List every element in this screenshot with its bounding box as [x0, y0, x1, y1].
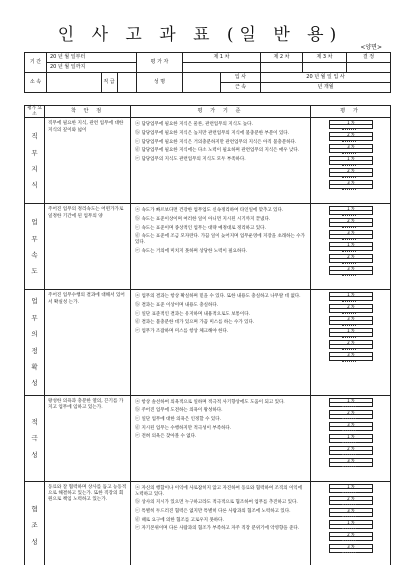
form-subtitle: <양면> [360, 44, 382, 51]
dept-cell [47, 73, 137, 93]
score-box[interactable] [329, 398, 373, 407]
score-box-label: 1 차 [330, 243, 372, 247]
period-label: 기 간 [25, 53, 47, 73]
criteria-item: ⓔ 속도는 거의에 미치지 못하며 상당한 노력이 필요하다. [135, 247, 248, 254]
factor-label-char: 성 [31, 379, 38, 388]
score-box-input[interactable] [330, 297, 372, 302]
score-box[interactable] [329, 168, 373, 177]
score-box[interactable] [329, 520, 373, 529]
evaluator-label: 평 가 자 [137, 53, 183, 73]
score-box-label: 2 차 [330, 169, 372, 173]
score-header: 평 가 [311, 106, 391, 118]
score-box-label: 3 차 [330, 267, 372, 271]
criteria-item: ⓒ 일단 표준적인 결과는 유지하며 내용적으로도 보통이다. [135, 310, 251, 317]
criteria-item: ⓔ 담당업무의 지식도 관련업무의 지식도 모두 부족하다. [135, 155, 246, 162]
factor-label-char: 업 [31, 297, 38, 306]
score-box-input[interactable] [330, 137, 372, 142]
score-line [342, 406, 356, 407]
score-box-label: 1 차 [330, 207, 372, 211]
score-box-input[interactable] [330, 463, 372, 468]
evaluation-row [25, 290, 391, 395]
criteria-item: ⓐ 담당업무에 필요한 지식은 물론, 관련업무의 지식도 높다. [135, 121, 253, 128]
criteria-list [131, 204, 311, 290]
score-box-input[interactable] [330, 489, 372, 494]
round-1: 제 1 차 [183, 53, 261, 63]
score-cell [311, 481, 391, 565]
score-box-input[interactable] [330, 439, 372, 444]
score-box-input[interactable] [330, 271, 372, 276]
score-box-label: 2 차 [330, 255, 372, 259]
score-line [342, 516, 356, 517]
criteria-item: ⓒ 일단 업무에 대한 의욕은 인정할 수 있다. [135, 415, 222, 422]
name-label: 성 명 [137, 73, 183, 93]
form-title: 인 사 고 과 표 (일 반 용) [57, 25, 343, 45]
score-box[interactable] [329, 410, 373, 419]
score-box-input[interactable] [330, 549, 372, 554]
score-box-label: 2 차 [330, 341, 372, 345]
score-box-input[interactable] [330, 173, 372, 178]
score-box-input[interactable] [330, 223, 372, 228]
round-3: 제 3 차 [303, 53, 347, 63]
score-box-label: 1 차 [330, 293, 372, 297]
score-box[interactable] [329, 144, 373, 153]
score-box-label: 3 차 [330, 509, 372, 513]
confirm-label: 결 정 [347, 53, 391, 63]
score-box-input[interactable] [330, 161, 372, 166]
score-box-input[interactable] [330, 125, 372, 130]
score-box-label: 3 차 [330, 317, 372, 321]
score-box-input[interactable] [330, 537, 372, 542]
factor-label-char: 무 [31, 313, 38, 322]
factor-label-char: 확 [31, 363, 38, 372]
criteria-item: ⓓ 때로 요구에 의한 협조를 고로우지 못하다. [135, 516, 224, 523]
score-box[interactable] [329, 292, 373, 301]
score-line [342, 153, 356, 154]
hire-value[interactable]: 20 년 월 일 입 사 [261, 73, 391, 83]
score-box[interactable] [329, 316, 373, 325]
score-box-label: 3 차 [330, 459, 372, 463]
factor-label-char: 무 [31, 148, 38, 157]
score-line [342, 263, 356, 264]
factor-label-char: 성 [31, 537, 38, 546]
criteria-item: ⓓ 담당업무에 필요한 지식에는 다소 노력이 필요하며 관련업무의 지식은 매우 낮다. [135, 147, 300, 154]
criteria-item: ⓑ 상사의 지시가 있으면 누구하고라도 적극적으로 협조하여 업무를 추진하고 있다. [135, 499, 298, 506]
score-line [342, 361, 356, 362]
criteria-list [131, 395, 311, 481]
criteria-item: ⓔ 전혀 의욕은 찾아볼 수 없다. [135, 433, 197, 440]
score-box[interactable] [329, 508, 373, 517]
evaluation-row [25, 118, 391, 204]
score-box[interactable] [329, 484, 373, 493]
criteria-list [131, 481, 311, 565]
factor-description: 주어진 업무의 정리속도는 어떤가가로 일정한 기간에 된 업무의 양 [45, 204, 131, 290]
criteria-item: ⓑ 속도는 표준이상이며 여러한 일이 아니면 지시된 시기까지 끝냈다. [135, 216, 271, 223]
score-box-input[interactable] [330, 333, 372, 338]
score-box-input[interactable] [330, 403, 372, 408]
score-box-label: 3 차 [330, 181, 372, 185]
factor-label-char: 식 [31, 181, 38, 190]
score-line [342, 528, 356, 529]
score-box-input[interactable] [330, 235, 372, 240]
score-box[interactable] [329, 544, 373, 553]
score-line [342, 454, 356, 455]
score-line [342, 325, 356, 326]
criteria-item: ⓐ 자신의 행함이나 이익에 사로잡히지 않고 자진하여 동료와 협력하여 조직의 이익에 노력하고 있다. [135, 484, 303, 497]
score-line [342, 239, 356, 240]
score-box[interactable] [329, 156, 373, 165]
score-box-input[interactable] [330, 247, 372, 252]
score-box-label: 2 차 [330, 133, 372, 137]
period-start[interactable]: 20 년 월 일부터 [47, 53, 137, 63]
score-box[interactable] [329, 120, 373, 129]
round-3-value[interactable] [303, 63, 347, 73]
score-box[interactable] [329, 352, 373, 361]
score-box-label: 2 차 [330, 533, 372, 537]
dept-label: 소 속 [25, 73, 47, 93]
factor-label-char: 도 [31, 267, 38, 276]
score-box-label: 1 차 [330, 399, 372, 403]
round-1-value[interactable] [183, 63, 261, 73]
evaluation-body [25, 118, 391, 565]
score-box[interactable] [329, 266, 373, 275]
hire-label: 입 사 [221, 73, 261, 83]
score-line [342, 540, 356, 541]
score-box-input[interactable] [330, 357, 372, 362]
score-box-input[interactable] [330, 427, 372, 432]
criteria-list [131, 290, 311, 395]
criteria-item: ⓐ 업무의 결과는 항상 확실하며 믿을 수 있다. 또한 내용도 충실하고 나무랄 데 없다. [135, 293, 301, 300]
criteria-item: ⓒ 담당업무에 필요한 지식은 거의충분하지만 관련업무의 지식은 아직 불충분하다. [135, 138, 297, 145]
factor-label-char: 성 [31, 450, 38, 459]
score-box-label: 2 차 [330, 497, 372, 501]
score-box[interactable] [329, 304, 373, 313]
score-box[interactable] [329, 206, 373, 215]
score-line [342, 227, 356, 228]
score-box-label: 2 차 [330, 219, 372, 223]
score-box[interactable] [329, 532, 373, 541]
description-header: 착 안 점 [45, 106, 131, 118]
factor-label-char: 적 [31, 417, 38, 426]
round-2-value[interactable] [261, 63, 303, 73]
score-box[interactable] [329, 446, 373, 455]
score-line [342, 313, 356, 314]
score-box[interactable] [329, 132, 373, 141]
score-line [342, 492, 356, 493]
evaluation-table [24, 105, 391, 565]
factor-description: 직무에 필요한 지식, 관련 업무에 대한 지식의 깊이와 넓이 [45, 118, 131, 204]
score-box-input[interactable] [330, 185, 372, 190]
score-box-input[interactable] [330, 149, 372, 154]
criteria-item: ⓒ 속도는 표준이며 종상적인 업무는 대략 예정대로 정리하고 있다. [135, 224, 266, 231]
score-box-input[interactable] [330, 451, 372, 456]
criteria-item: ⓑ 담당업무에 필요한 지식은 높지만 관련업무의 지식에 불충분한 부분이 있다. [135, 130, 290, 137]
factor-label-char: 정 [31, 346, 38, 355]
evaluation-row [25, 204, 391, 290]
factor-description: 주어진 업무수행의 결과에 대해서 있어서 확실성 는가. [45, 290, 131, 395]
score-box-label: 2 차 [330, 305, 372, 309]
criteria-item: ⓐ 항상 솔선하여 의욕적으로 일하며 적극적 사기향상에도 도움이 되고 있다. [135, 398, 285, 405]
score-box[interactable] [329, 254, 373, 263]
score-box[interactable] [329, 242, 373, 251]
factor-label-char: 속 [31, 250, 38, 259]
score-box[interactable] [329, 434, 373, 443]
score-box-input[interactable] [330, 345, 372, 350]
score-box-label: 1 차 [330, 435, 372, 439]
score-box-label: 3 차 [330, 545, 372, 549]
score-line [342, 430, 356, 431]
criteria-item: ⓓ 지시된 업무는 수행하지만 적극성이 부족하다. [135, 424, 232, 431]
score-box-label: 2 차 [330, 447, 372, 451]
score-box-input[interactable] [330, 513, 372, 518]
score-line [342, 189, 356, 190]
score-box-input[interactable] [330, 415, 372, 420]
rank-label: 직 급 [101, 73, 117, 92]
factor-label [25, 481, 45, 565]
factor-label [25, 118, 45, 204]
info-table [24, 52, 391, 93]
score-cell [311, 290, 391, 395]
score-box-label: 1 차 [330, 157, 372, 161]
score-box-input[interactable] [330, 211, 372, 216]
factor-label-char: 무 [31, 234, 38, 243]
criteria-item: ⓔ 자기본위이며 다른 사람과의 협조가 부족하고 자주 직장 분위기에 악영향을 준다. [135, 525, 300, 532]
score-line [342, 251, 356, 252]
score-box[interactable] [329, 340, 373, 349]
score-box[interactable] [329, 230, 373, 239]
score-line [342, 337, 356, 338]
round-2: 제 2 차 [261, 53, 303, 63]
factor-label-char: 협 [31, 504, 38, 513]
period-end[interactable]: 20 년 월 일까지 [47, 63, 137, 73]
factor-label [25, 395, 45, 481]
score-box[interactable] [329, 422, 373, 431]
criteria-item: ⓑ 결과는 표준 이상이며 내용도 충실하다. [135, 302, 219, 309]
factor-label-char: 업 [31, 218, 38, 227]
score-line [342, 141, 356, 142]
score-line [342, 165, 356, 166]
factor-label [25, 290, 45, 395]
tenure-label: 근 속 [221, 83, 261, 93]
score-cell [311, 118, 391, 204]
criteria-item: ⓒ 특별히 두드러진 협력은 없지만 특별히 다른 사람과의 협조에 노력하고 있다. [135, 508, 291, 514]
score-line [342, 466, 356, 467]
score-box-label: 3 차 [330, 423, 372, 427]
score-cell [311, 395, 391, 481]
evaluation-row [25, 395, 391, 481]
factor-description: 동료와 잘 협력하며 상사를 돕고 능동적으로 해결하고 있는가. 또한 직장의 회원으로 책임 노력하고 있는가. [45, 481, 131, 565]
score-box[interactable] [329, 218, 373, 227]
confirm-value[interactable] [347, 63, 391, 73]
criteria-item: ⓑ 주어진 업무에 도전하는 의욕이 왕성하다. [135, 407, 223, 414]
rank-value[interactable] [117, 73, 136, 92]
factor-label-char: 의 [31, 330, 38, 339]
factor-header: 평가 요소 [25, 106, 45, 118]
score-box-label: 3 차 [330, 145, 372, 149]
score-line [342, 504, 356, 505]
score-line [342, 129, 356, 130]
name-value[interactable] [183, 73, 221, 93]
score-box-label: 1 차 [330, 485, 372, 489]
score-box[interactable] [329, 180, 373, 189]
score-box-label: 1 차 [330, 121, 372, 125]
score-box[interactable] [329, 458, 373, 467]
score-box-input[interactable] [330, 259, 372, 264]
score-box-label: 3 차 [330, 231, 372, 235]
score-box[interactable] [329, 328, 373, 337]
factor-label-char: 극 [31, 434, 38, 443]
score-box-input[interactable] [330, 525, 372, 530]
factor-label-char: 지 [31, 164, 38, 173]
score-line [342, 301, 356, 302]
score-line [342, 177, 356, 178]
criteria-list [131, 118, 311, 204]
evaluation-row [25, 481, 391, 565]
score-line [342, 349, 356, 350]
score-box-input[interactable] [330, 501, 372, 506]
score-box[interactable] [329, 496, 373, 505]
score-line [342, 215, 356, 216]
tenure-value[interactable]: 년 개월 [261, 83, 391, 93]
dept-value[interactable] [47, 73, 101, 92]
criteria-item: ⓐ 속도가 빠르보다면 건강한 업무업도 신속정리하여 타인일에 맞추고 있다. [135, 207, 284, 214]
score-line [342, 418, 356, 419]
factor-label-char: 직 [31, 132, 38, 141]
criteria-item: ⓓ 결과는 불충분한 데가 있으며 가끔 미스를 하는 수가 있다. [135, 319, 255, 326]
score-box-label: 1 차 [330, 329, 372, 333]
score-box-input[interactable] [330, 321, 372, 326]
score-line [342, 275, 356, 276]
score-line [342, 442, 356, 443]
factor-label [25, 204, 45, 290]
score-box-input[interactable] [330, 309, 372, 314]
score-line [342, 552, 356, 553]
criteria-header: 평 가 기 준 [131, 106, 311, 118]
criteria-item: ⓔ 업무가 조잡하며 미스를 항상 체크해야 한다. [135, 327, 229, 334]
score-box-label: 2 차 [330, 411, 372, 415]
score-box-label: 1 차 [330, 521, 372, 525]
factor-description: 왕성한 의욕과 충분한 열의, 끈기를 가지고 업무에 임하고 있는가. [45, 395, 131, 481]
factor-label-char: 조 [31, 521, 38, 530]
score-box-label: 3 차 [330, 353, 372, 357]
criteria-item: ⓓ 속도는 표준에 조금 모자란다. 가끔 일이 늦어지며 업무운영에 지장을 초래하는 수가 있다. [135, 233, 305, 246]
score-cell [311, 204, 391, 290]
